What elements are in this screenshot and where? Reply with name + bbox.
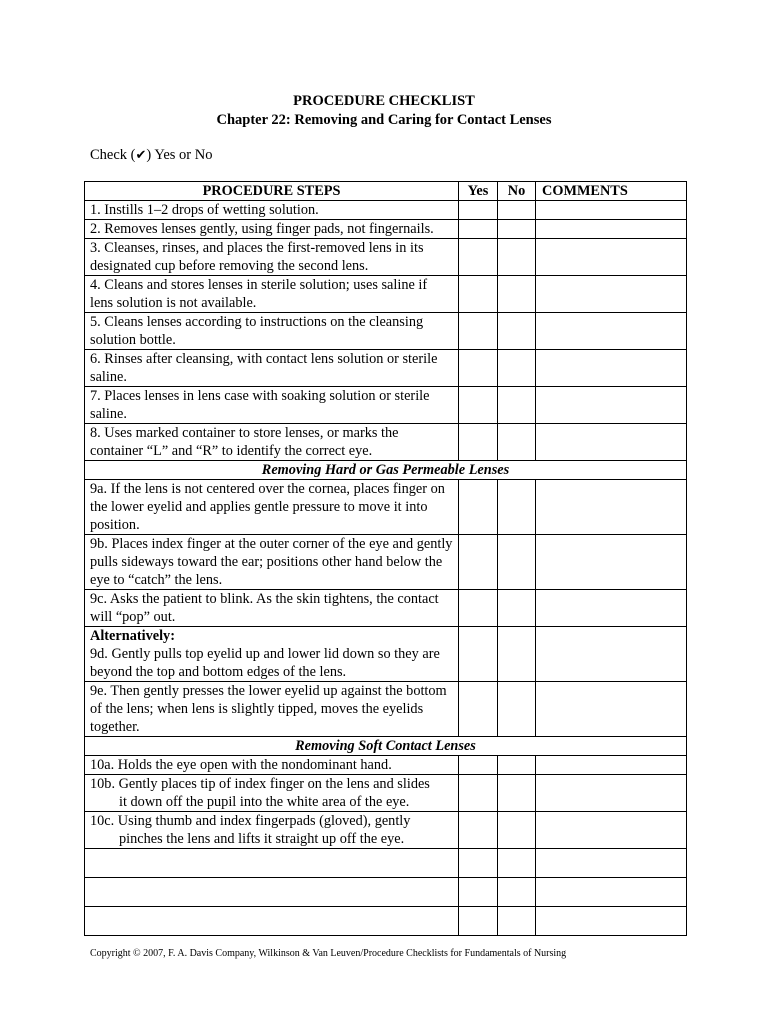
no-checkbox-cell[interactable] xyxy=(498,849,536,878)
comments-cell[interactable] xyxy=(536,756,687,775)
procedure-checklist-table xyxy=(84,181,687,936)
yes-checkbox-cell[interactable] xyxy=(459,849,498,878)
yes-checkbox-cell[interactable] xyxy=(459,812,498,849)
yes-checkbox-cell[interactable] xyxy=(459,627,498,682)
no-checkbox-cell[interactable] xyxy=(498,878,536,907)
table-row xyxy=(85,775,687,812)
comments-cell[interactable] xyxy=(536,590,687,627)
no-checkbox-cell[interactable] xyxy=(498,682,536,737)
step-text-10b xyxy=(85,775,459,812)
table-row xyxy=(85,756,687,775)
section-heading-soft-lenses: Removing Soft Contact Lenses xyxy=(85,737,687,756)
step-text-10c xyxy=(85,812,459,849)
comments-cell[interactable] xyxy=(536,812,687,849)
column-header-no: No xyxy=(498,182,536,201)
column-header-steps: PROCEDURE STEPS xyxy=(85,182,459,201)
no-checkbox-cell[interactable] xyxy=(498,535,536,590)
blank-step-cell[interactable] xyxy=(85,878,459,907)
table-header-row xyxy=(85,182,687,201)
comments-cell[interactable] xyxy=(536,239,687,276)
comments-cell[interactable] xyxy=(536,907,687,936)
yes-checkbox-cell[interactable] xyxy=(459,350,498,387)
step-9d-text: 9d. Gently pulls top eyelid up and lower lid down so they are beyond the top and bottom edges of the lens. xyxy=(90,646,440,680)
comments-cell[interactable] xyxy=(536,480,687,535)
blank-row xyxy=(85,907,687,936)
comments-cell[interactable] xyxy=(536,201,687,220)
blank-row xyxy=(85,849,687,878)
comments-cell[interactable] xyxy=(536,627,687,682)
table-row xyxy=(85,239,687,276)
yes-checkbox-cell[interactable] xyxy=(459,756,498,775)
blank-row xyxy=(85,878,687,907)
no-checkbox-cell[interactable] xyxy=(498,775,536,812)
step-text-9d xyxy=(85,627,459,682)
no-checkbox-cell[interactable] xyxy=(498,313,536,350)
yes-checkbox-cell[interactable] xyxy=(459,907,498,936)
step-text: 5. Cleans lenses according to instructions on the cleansing solution bottle. xyxy=(85,313,459,350)
table-row xyxy=(85,812,687,849)
comments-cell[interactable] xyxy=(536,849,687,878)
comments-cell[interactable] xyxy=(536,220,687,239)
column-header-yes: Yes xyxy=(459,182,498,201)
yes-checkbox-cell[interactable] xyxy=(459,313,498,350)
table-row xyxy=(85,220,687,239)
step-text: 3. Cleanses, rinses, and places the first-removed lens in its designated cup before removing the second lens. xyxy=(85,239,459,276)
comments-cell[interactable] xyxy=(536,350,687,387)
yes-checkbox-cell[interactable] xyxy=(459,878,498,907)
yes-checkbox-cell[interactable] xyxy=(459,424,498,461)
step-10c-line2: pinches the lens and lifts it straight up off the eye. xyxy=(119,831,405,847)
no-checkbox-cell[interactable] xyxy=(498,627,536,682)
yes-checkbox-cell[interactable] xyxy=(459,590,498,627)
step-10b-line2: it down off the pupil into the white area of the eye. xyxy=(119,794,410,810)
yes-checkbox-cell[interactable] xyxy=(459,220,498,239)
step-text: 10a. Holds the eye open with the nondominant hand. xyxy=(85,756,459,775)
step-text: 8. Uses marked container to store lenses, or marks the container “L” and “R” to identify the correct eye. xyxy=(85,424,459,461)
yes-checkbox-cell[interactable] xyxy=(459,480,498,535)
no-checkbox-cell[interactable] xyxy=(498,590,536,627)
table-row xyxy=(85,480,687,535)
step-text: 6. Rinses after cleansing, with contact lens solution or sterile saline. xyxy=(85,350,459,387)
step-10c-line1: 10c. Using thumb and index fingerpads (gloved), gently xyxy=(90,813,411,829)
table-row xyxy=(85,590,687,627)
no-checkbox-cell[interactable] xyxy=(498,424,536,461)
step-text: 9c. Asks the patient to blink. As the skin tightens, the contact will “pop” out. xyxy=(85,590,459,627)
no-checkbox-cell[interactable] xyxy=(498,480,536,535)
table-row xyxy=(85,276,687,313)
comments-cell[interactable] xyxy=(536,775,687,812)
section-row xyxy=(85,737,687,756)
section-heading-hard-lenses: Removing Hard or Gas Permeable Lenses xyxy=(85,461,687,480)
no-checkbox-cell[interactable] xyxy=(498,350,536,387)
table-row xyxy=(85,535,687,590)
check-instruction xyxy=(90,147,212,164)
copyright-footer: Copyright © 2007, F. A. Davis Company, Wilkinson & Van Leuven/Procedure Checklists for Fundamentals of Nursing xyxy=(90,948,567,959)
blank-step-cell[interactable] xyxy=(85,849,459,878)
check-suffix: ) Yes or No xyxy=(146,147,213,163)
step-text: 9b. Places index finger at the outer corner of the eye and gently pulls sideways toward the ear; positions other hand below the eye to “catch” the lens. xyxy=(85,535,459,590)
step-10b-line1: 10b. Gently places tip of index finger on the lens and slides xyxy=(90,776,430,792)
comments-cell[interactable] xyxy=(536,424,687,461)
chapter-subtitle: Chapter 22: Removing and Caring for Contact Lenses xyxy=(216,112,552,128)
no-checkbox-cell[interactable] xyxy=(498,239,536,276)
blank-step-cell[interactable] xyxy=(85,907,459,936)
step-text: 7. Places lenses in lens case with soaking solution or sterile saline. xyxy=(85,387,459,424)
step-text: 9a. If the lens is not centered over the cornea, places finger on the lower eyelid and applies gentle pressure to move it into position. xyxy=(85,480,459,535)
table-row xyxy=(85,350,687,387)
table-row xyxy=(85,201,687,220)
yes-checkbox-cell[interactable] xyxy=(459,276,498,313)
yes-checkbox-cell[interactable] xyxy=(459,682,498,737)
yes-checkbox-cell[interactable] xyxy=(459,201,498,220)
section-row xyxy=(85,461,687,480)
table-row xyxy=(85,682,687,737)
check-prefix: Check ( xyxy=(90,147,136,163)
column-header-comments: COMMENTS xyxy=(536,182,687,201)
table-row xyxy=(85,387,687,424)
table-row xyxy=(85,424,687,461)
alternatively-label: Alternatively: xyxy=(90,628,175,644)
comments-cell[interactable] xyxy=(536,313,687,350)
comments-cell[interactable] xyxy=(536,276,687,313)
comments-cell[interactable] xyxy=(536,878,687,907)
step-text: 2. Removes lenses gently, using finger pads, not fingernails. xyxy=(85,220,459,239)
table-row xyxy=(85,627,687,682)
yes-checkbox-cell[interactable] xyxy=(459,239,498,276)
yes-checkbox-cell[interactable] xyxy=(459,387,498,424)
table-row xyxy=(85,313,687,350)
step-text: 4. Cleans and stores lenses in sterile solution; uses saline if lens solution is not available. xyxy=(85,276,459,313)
no-checkbox-cell[interactable] xyxy=(498,812,536,849)
no-checkbox-cell[interactable] xyxy=(498,220,536,239)
no-checkbox-cell[interactable] xyxy=(498,907,536,936)
comments-cell[interactable] xyxy=(536,682,687,737)
yes-checkbox-cell[interactable] xyxy=(459,535,498,590)
no-checkbox-cell[interactable] xyxy=(498,756,536,775)
comments-cell[interactable] xyxy=(536,387,687,424)
step-text: 1. Instills 1–2 drops of wetting solution. xyxy=(85,201,459,220)
yes-checkbox-cell[interactable] xyxy=(459,775,498,812)
step-text: 9e. Then gently presses the lower eyelid up against the bottom of the lens; when lens is slightly tipped, moves the eyelids together. xyxy=(85,682,459,737)
comments-cell[interactable] xyxy=(536,535,687,590)
checkmark-icon: ✔ xyxy=(135,148,147,163)
no-checkbox-cell[interactable] xyxy=(498,201,536,220)
no-checkbox-cell[interactable] xyxy=(498,387,536,424)
no-checkbox-cell[interactable] xyxy=(498,276,536,313)
page-title: PROCEDURE CHECKLIST xyxy=(293,93,475,109)
